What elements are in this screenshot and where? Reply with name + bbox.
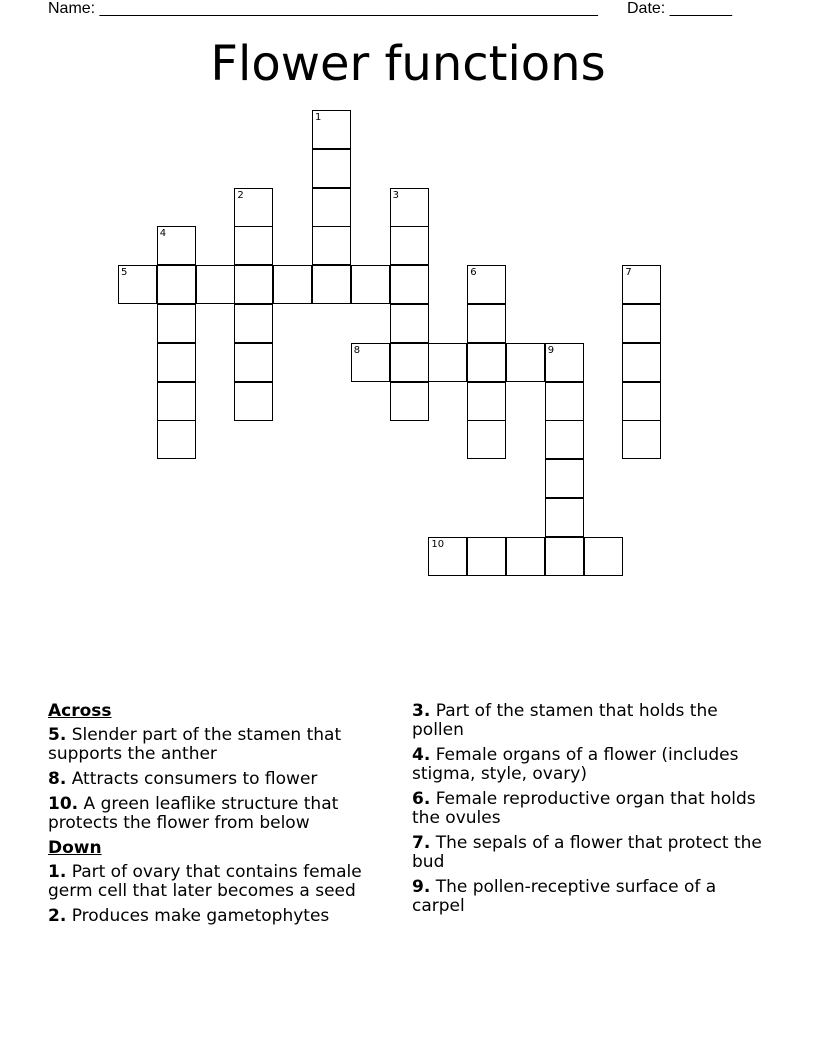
grid-cell[interactable] <box>545 537 584 576</box>
grid-cell[interactable] <box>622 382 661 421</box>
cell-number: 9 <box>547 344 555 356</box>
name-line[interactable]: Name: ________________________________________________________ <box>48 0 598 17</box>
grid-cell[interactable] <box>234 304 273 343</box>
cell-number: 4 <box>159 228 167 240</box>
grid-cell[interactable] <box>234 265 273 304</box>
grid-cell[interactable] <box>312 265 351 304</box>
grid-cell[interactable] <box>234 188 273 227</box>
grid-cell[interactable] <box>196 265 235 304</box>
across-heading: Across <box>48 701 112 721</box>
cell-number: 1 <box>315 112 322 123</box>
grid-cell[interactable] <box>390 382 429 421</box>
grid-cell[interactable] <box>428 537 467 576</box>
grid-cell[interactable] <box>584 537 623 576</box>
grid-cell[interactable] <box>622 343 661 382</box>
clues-left-column <box>48 702 403 932</box>
grid-cell[interactable] <box>273 265 312 304</box>
grid-cell[interactable] <box>118 265 157 304</box>
cell-number: 5 <box>121 267 128 279</box>
clue-down-1: 1. Part of ovary that contains female germ cell that later becomes a seed <box>48 862 362 901</box>
grid-cell[interactable] <box>390 304 429 343</box>
clues-right-column <box>412 702 762 922</box>
grid-cell[interactable] <box>545 343 584 382</box>
grid-cell[interactable] <box>234 226 273 265</box>
down-heading: Down <box>48 838 102 858</box>
grid-cell[interactable] <box>390 265 429 304</box>
grid-cell[interactable] <box>545 459 584 498</box>
clue-across-8: 8. Attracts consumers to flower <box>48 769 318 789</box>
cell-number: 7 <box>625 267 632 279</box>
grid-cell[interactable] <box>506 537 545 576</box>
grid-cell[interactable] <box>234 382 273 421</box>
cell-number: 3 <box>392 189 399 201</box>
grid-cell[interactable] <box>312 188 351 227</box>
grid-cell[interactable] <box>351 343 390 382</box>
grid-cell[interactable] <box>157 226 196 265</box>
grid-cell[interactable] <box>622 304 661 343</box>
clue-across-5: 5. Slender part of the stamen that supports the anther <box>48 725 342 764</box>
grid-cell[interactable] <box>390 226 429 265</box>
grid-cell[interactable] <box>622 420 661 459</box>
grid-cell[interactable] <box>312 149 351 188</box>
grid-cell[interactable] <box>467 265 506 304</box>
grid-cell[interactable] <box>157 304 196 343</box>
grid-cell[interactable] <box>351 265 390 304</box>
clue-down-7: 7. The sepals of a flower that protect the bud <box>412 833 762 872</box>
clue-down-3: 3. Part of the stamen that holds the pollen <box>412 701 718 740</box>
grid-cell[interactable] <box>506 343 545 382</box>
grid-cell[interactable] <box>157 420 196 459</box>
grid-cell[interactable] <box>467 382 506 421</box>
grid-cell[interactable] <box>622 265 661 304</box>
grid-cell[interactable] <box>234 343 273 382</box>
grid-cell[interactable] <box>157 265 196 304</box>
grid-cell[interactable] <box>545 420 584 459</box>
cell-number: 10 <box>431 538 445 550</box>
cell-number: 2 <box>237 189 244 201</box>
grid-cell[interactable] <box>312 226 351 265</box>
grid-cell[interactable] <box>545 382 584 421</box>
grid-cell[interactable] <box>467 343 506 382</box>
grid-cell[interactable] <box>390 188 429 227</box>
grid-cell[interactable] <box>467 537 506 576</box>
clue-across-10: 10. A green leaflike structure that protects the flower from below <box>48 794 339 833</box>
page-title: Flower functions <box>210 36 606 92</box>
grid-cell[interactable] <box>157 382 196 421</box>
clue-down-6: 6. Female reproductive organ that holds the ovules <box>412 789 756 828</box>
cell-number: 6 <box>470 267 477 279</box>
grid-cell[interactable] <box>545 498 584 537</box>
clue-down-2: 2. Produces make gametophytes <box>48 906 330 926</box>
grid-cell[interactable] <box>390 343 429 382</box>
clue-down-9: 9. The pollen-receptive surface of a carpel <box>412 877 717 916</box>
grid-cell[interactable] <box>312 110 351 149</box>
clue-down-4: 4. Female organs of a flower (includes stigma, style, ovary) <box>412 745 739 784</box>
date-line[interactable]: Date: _______ <box>627 0 732 17</box>
grid-cell[interactable] <box>428 343 467 382</box>
grid-cell[interactable] <box>467 304 506 343</box>
grid-cell[interactable] <box>157 343 196 382</box>
cell-number: 8 <box>353 344 361 356</box>
grid-cell[interactable] <box>467 420 506 459</box>
